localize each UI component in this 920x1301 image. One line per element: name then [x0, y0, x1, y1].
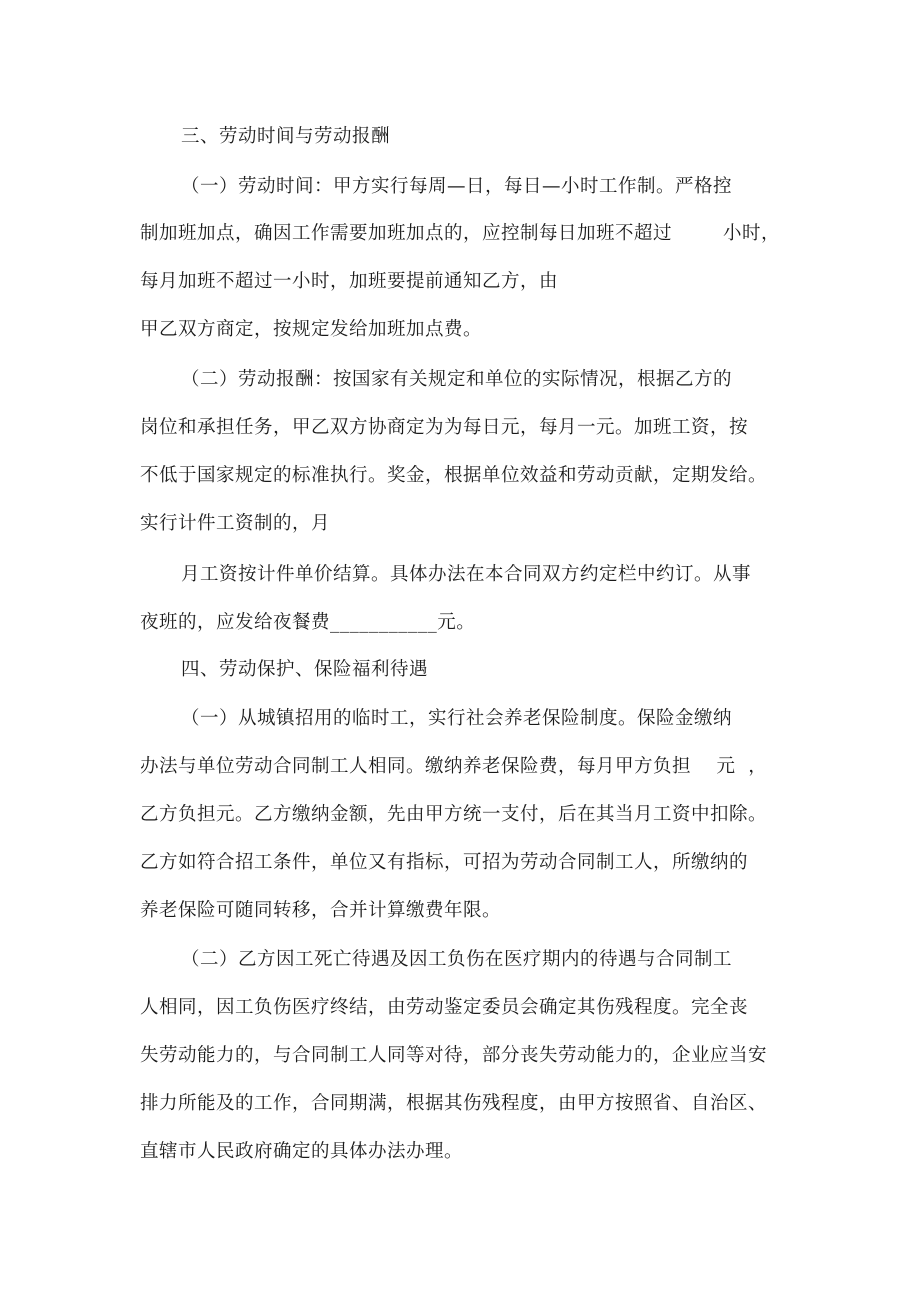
- section-3-para-1-line-1: （一）劳动时间：甲方实行每周—日，每日—小时工作制。严格控: [181, 176, 733, 197]
- section-4-para-2-line-3: 失劳动能力的，与合同制工人同等对待，部分丧失劳动能力的，企业应当安: [140, 1045, 768, 1066]
- section-3-para-2-line-4: 实行计件工资制的，月: [140, 513, 331, 534]
- section-4-heading: 四、劳动保护、保险福利待遇: [181, 659, 429, 680]
- section-3-para-2-line-3: 不低于国家规定的标准执行。奖金，根据单位效益和劳动贡献，定期发给。: [140, 465, 768, 486]
- section-3-para-2-line-1: （二）劳动报酬：按国家有关规定和单位的实际情况，根据乙方的: [181, 369, 733, 390]
- section-4-para-2-line-5: 直辖市人民政府确定的具体办法办理。: [140, 1141, 464, 1162]
- section-3-para-3-line-2: 夜班的，应发给夜餐费___________元。: [140, 612, 476, 633]
- section-3-para-1-line-4: 甲乙双方商定，按规定发给加班加点费。: [140, 319, 483, 340]
- section-3-para-1-line-2: 制加班加点，确因工作需要加班加点的，应控制每日加班不超过 小时，: [140, 223, 781, 244]
- section-4-para-1-line-2: 办法与单位劳动合同制工人相同。缴纳养老保险费，每月甲方负担 元 ，: [140, 756, 768, 777]
- section-4-para-2-line-2: 人相同，因工负伤医疗终结，由劳动鉴定委员会确定其伤残程度。完全丧: [140, 997, 749, 1018]
- section-3-para-3-line-1: 月工资按计件单价结算。具体办法在本合同双方约定栏中约订。从事: [181, 564, 752, 585]
- section-4-para-2-line-4: 排力所能及的工作，合同期满，根据其伤残程度，由甲方按照省、自治区、: [140, 1093, 768, 1114]
- section-4-para-1-line-4: 乙方如符合招工条件，单位又有指标，可招为劳动合同制工人，所缴纳的: [140, 852, 749, 873]
- section-4-para-2-line-1: （二）乙方因工死亡待遇及因工负伤在医疗期内的待遇与合同制工: [181, 949, 733, 970]
- section-3-para-1-line-3: 每月加班不超过一小时，加班要提前通知乙方，由: [140, 271, 559, 292]
- section-4-para-1-line-5: 养老保险可随同转移，合并计算缴费年限。: [140, 900, 502, 921]
- section-4-para-1-line-1: （一）从城镇招用的临时工，实行社会养老保险制度。保险金缴纳: [181, 708, 733, 729]
- section-4-para-1-line-3: 乙方负担元。乙方缴纳金额，先由甲方统一支付，后在其当月工资中扣除。: [140, 804, 768, 825]
- section-3-para-2-line-2: 岗位和承担任务，甲乙双方协商定为为每日元，每月一元。加班工资，按: [140, 417, 749, 438]
- section-3-heading: 三、劳动时间与劳动报酬: [181, 126, 391, 147]
